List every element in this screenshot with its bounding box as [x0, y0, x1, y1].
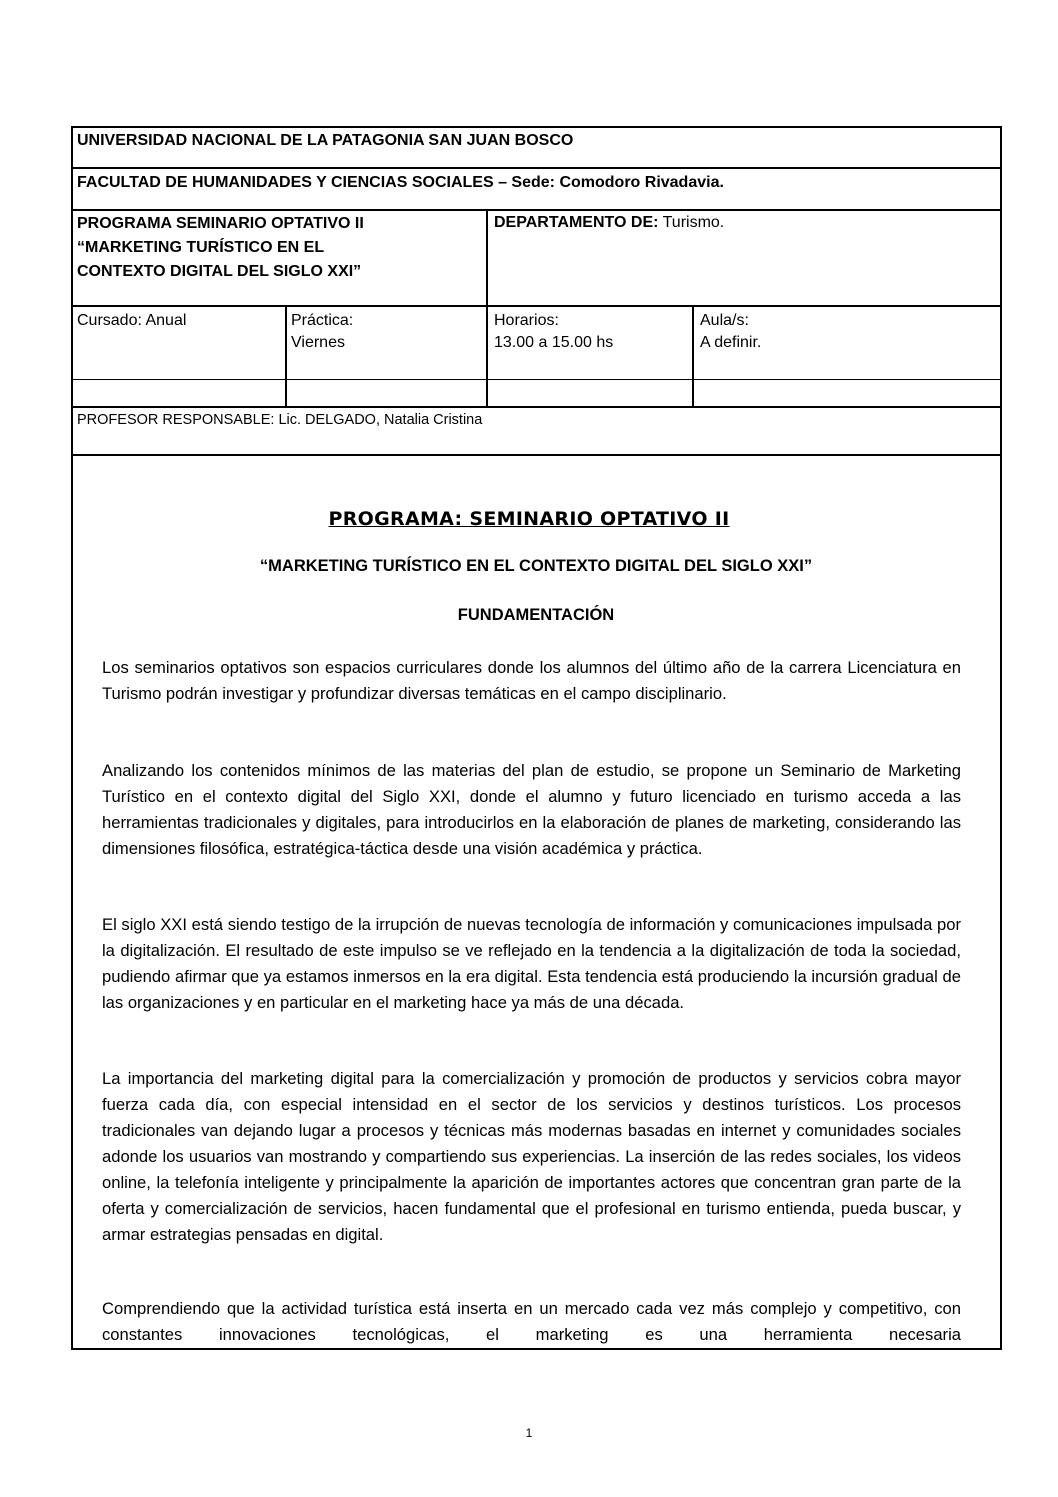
table-divider: [71, 454, 1002, 456]
table-divider: [71, 379, 1002, 380]
paragraph: La importancia del marketing digital para la comercialización y promoción de productos y servicios cobra mayor fuerza cada día, con especial intensidad en el sector de los servicios y destinos turísticos. Los procesos tradicionales van dejando lugar a procesos y técnicas más modernas basadas en internet y comunidades sociales adonde los usuarios van mostrando y compartiendo sus experiencias. La inserción de las redes sociales, los videos online, la telefonía inteligente y principalmente la aparición de importantes actores que concentran gran parte de la oferta y comercialización de servicios, hacen fundamental que el profesional en turismo entienda, pueda buscar, y armar estrategias pensadas en digital.: [102, 1069, 961, 1244]
practica-value: Viernes: [291, 334, 345, 351]
sede: Sede: Comodoro Rivadavia.: [511, 174, 724, 191]
program-subtitle: “MARKETING TURÍSTICO EN EL CONTEXTO DIGITAL DEL SIGLO XXI”: [259, 557, 813, 575]
cursado-cell: Cursado: Anual: [77, 312, 187, 329]
department-cell: [494, 212, 724, 234]
horarios-value: 13.00 a 15.00 hs: [494, 334, 614, 351]
table-divider: [71, 209, 1002, 211]
program-line-3: CONTEXTO DIGITAL DEL SIGLO XXI”: [77, 263, 362, 280]
profesor-responsable: PROFESOR RESPONSABLE: Lic. DELGADO, Natalia Cristina: [77, 412, 483, 428]
program-line-2: “MARKETING TURÍSTICO EN EL: [77, 239, 325, 256]
aula-label: Aula/s:: [700, 312, 749, 329]
faculty-name: FACULTAD DE HUMANIDADES Y CIENCIAS SOCIALES: [77, 174, 494, 191]
horarios-label: Horarios:: [494, 312, 559, 329]
page-number: 1: [525, 1426, 533, 1440]
university-name: UNIVERSIDAD NACIONAL DE LA PATAGONIA SAN JUAN BOSCO: [77, 132, 574, 149]
table-divider: [71, 406, 1002, 408]
practica-label: Práctica:: [291, 312, 354, 329]
table-column-divider: [486, 209, 488, 407]
paragraph: Analizando los contenidos mínimos de las materias del plan de estudio, se propone un Seminario de Marketing Turístico en el contexto digital del Siglo XXI, donde el alumno y futuro licenciado en turismo acceda a las herramientas tradicionales y digitales, para introducirlos en la elaboración de planes de marketing, considerando las dimensiones filosófica, estratégica-táctica desde una visión académica y práctica.: [102, 761, 961, 858]
aula-cell: [700, 310, 761, 354]
practica-cell: [291, 310, 353, 354]
table-divider: [71, 167, 1002, 169]
table-divider: [71, 305, 1002, 307]
paragraph: Comprendiendo que la actividad turística está inserta en un mercado cada vez más complejo y competitivo, con constantes innovaciones tecnológicas, el marketing es una herramienta necesaria: [102, 1299, 961, 1344]
department-value: Turismo.: [658, 214, 725, 231]
paragraph: El siglo XXI está siendo testigo de la irrupción de nuevas tecnología de información y comunicaciones impulsada por la digitalización. El resultado de este impulso se ve reflejado en la tendencia a la digitalización de toda la sociedad, pudiendo afirmar que ya estamos inmersos en la era digital. Esta tendencia está produciendo la incursión gradual de las organizaciones y en particular en el marketing hace ya más de una década.: [102, 915, 961, 1012]
aula-value: A definir.: [700, 334, 762, 351]
table-column-divider: [692, 305, 694, 407]
program-title-cell: [77, 212, 364, 284]
faculty-line: [77, 172, 724, 194]
table-column-divider: [285, 305, 287, 407]
faculty-dash: –: [493, 174, 512, 191]
horarios-cell: [494, 310, 613, 354]
program-line-1: PROGRAMA SEMINARIO OPTATIVO II: [77, 215, 364, 232]
section-heading: FUNDAMENTACIÓN: [457, 606, 615, 624]
program-heading: PROGRAMA: SEMINARIO OPTATIVO II: [328, 508, 730, 530]
paragraph: Los seminarios optativos son espacios curriculares donde los alumnos del último año de la carrera Licenciatura en Turismo podrán investigar y profundizar diversas temáticas en el campo disciplinario.: [102, 658, 961, 703]
department-label: DEPARTAMENTO DE:: [494, 214, 659, 231]
